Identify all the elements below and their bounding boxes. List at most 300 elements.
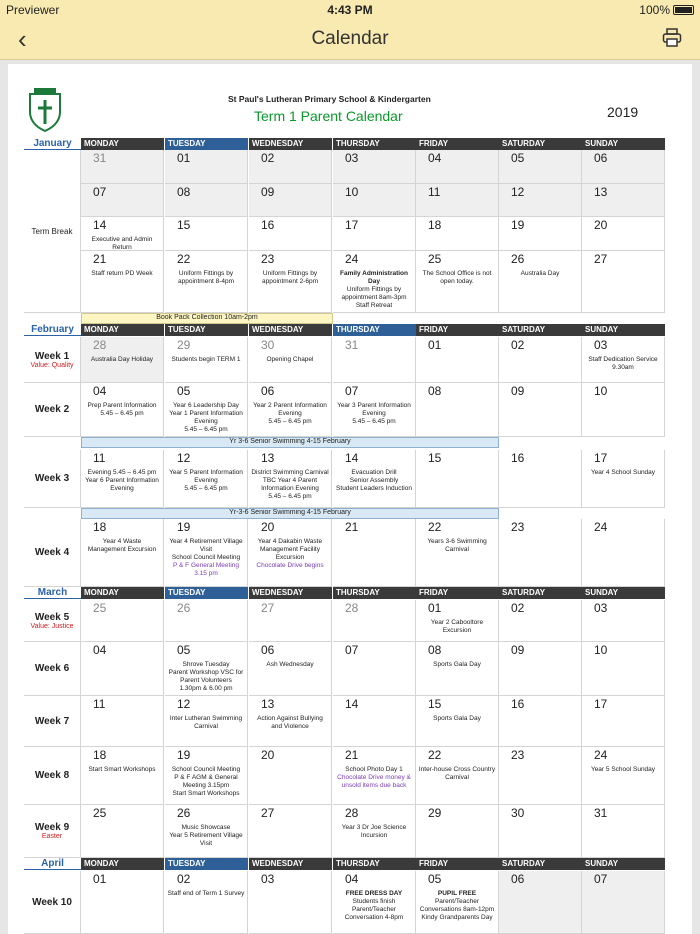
day-number: 20: [261, 520, 275, 534]
day-number: 02: [177, 872, 191, 886]
day-cell[interactable]: [81, 450, 164, 508]
event-text: Australia Day Holiday: [90, 356, 154, 363]
event-text: Evacuation Drill: [351, 469, 397, 476]
day-cell[interactable]: [81, 383, 164, 437]
calendar-year: 2019: [607, 104, 639, 120]
day-cell[interactable]: [499, 337, 582, 383]
day-number: 08: [177, 185, 191, 199]
month-label: April: [24, 858, 81, 870]
week-number: Week 1: [34, 350, 70, 362]
event-text: Year 4 School Sunday: [590, 469, 656, 476]
weekday-header: THURSDAY: [333, 587, 416, 599]
day-number: 13: [261, 697, 275, 711]
weekday-header: FRIDAY: [416, 324, 499, 336]
day-number: 17: [345, 218, 359, 232]
day-cell[interactable]: [582, 696, 665, 747]
day-cell[interactable]: [416, 871, 499, 934]
day-cell[interactable]: [165, 217, 248, 251]
day-events: [333, 766, 415, 790]
day-events: [165, 538, 247, 578]
day-cell[interactable]: [333, 696, 416, 747]
day-number: 03: [345, 151, 359, 165]
week-label: [24, 600, 81, 642]
day-cell[interactable]: [333, 805, 416, 858]
week-number: Week 8: [34, 770, 70, 781]
event-text: 5.45 – 6.45 pm: [184, 426, 228, 433]
day-number: 16: [511, 451, 525, 465]
weekday-header: MONDAY: [81, 587, 164, 599]
weekday-header: WEDNESDAY: [249, 324, 332, 336]
day-events: [333, 402, 415, 426]
day-cell[interactable]: [81, 184, 164, 217]
day-cell[interactable]: [165, 871, 248, 934]
week-label: [24, 519, 81, 587]
day-number: 13: [594, 185, 608, 199]
day-cell[interactable]: [249, 450, 332, 508]
event-text: Senior Assembly: [349, 477, 399, 484]
day-number: 21: [93, 252, 107, 266]
event-text: Chocolate Drive begins: [256, 562, 324, 569]
event-text: Year 4 Dakabin Waste Management Facility Excursion: [257, 538, 323, 561]
day-events: [81, 236, 163, 251]
day-number: 29: [428, 806, 442, 820]
day-number: 23: [511, 748, 525, 762]
week-number: Week 10: [32, 896, 72, 908]
day-number: 17: [594, 697, 608, 711]
day-events: [333, 270, 415, 310]
weekday-header: THURSDAY: [333, 138, 416, 150]
day-cell[interactable]: [249, 747, 332, 805]
day-number: 04: [428, 151, 442, 165]
event-text: Parent/Teacher Conversation 4-8pm: [344, 906, 404, 921]
day-cell[interactable]: [165, 184, 248, 217]
day-number: 19: [177, 748, 191, 762]
event-text: The School Office is not open today.: [422, 270, 492, 285]
day-cell[interactable]: [249, 871, 332, 934]
day-cell[interactable]: [582, 642, 665, 696]
day-cell[interactable]: [582, 383, 665, 437]
day-number: 26: [177, 601, 191, 615]
day-cell[interactable]: [582, 871, 665, 934]
event-text: Inter-house Cross Country Carnival: [418, 766, 496, 781]
event-text: Student Leaders Induction: [336, 485, 412, 492]
day-number: 27: [594, 252, 608, 266]
day-number: 01: [428, 338, 442, 352]
weekday-header: SUNDAY: [582, 858, 665, 870]
day-number: 18: [428, 218, 442, 232]
event-text: Opening Chapel: [266, 356, 314, 363]
day-cell[interactable]: [416, 251, 499, 313]
day-number: 07: [345, 643, 359, 657]
week-label: [24, 642, 81, 696]
day-number: 26: [177, 806, 191, 820]
day-cell[interactable]: [81, 871, 164, 934]
weekday-header: SATURDAY: [499, 587, 582, 599]
day-cell[interactable]: [416, 642, 499, 696]
day-cell[interactable]: [499, 383, 582, 437]
day-cell[interactable]: [416, 450, 499, 508]
day-number: 03: [594, 601, 608, 615]
day-number: 19: [177, 520, 191, 534]
day-number: 17: [594, 451, 608, 465]
day-number: 25: [428, 252, 442, 266]
day-events: [165, 824, 247, 848]
day-cell[interactable]: [249, 251, 332, 313]
week-label: [24, 871, 81, 934]
day-number: 22: [428, 520, 442, 534]
day-cell[interactable]: [249, 642, 332, 696]
event-text: Staff end of Term 1 Survey: [167, 890, 245, 897]
day-cell[interactable]: [333, 184, 416, 217]
day-cell[interactable]: [81, 337, 164, 383]
day-number: 21: [345, 520, 359, 534]
event-text: Staff return PD Week: [91, 270, 153, 277]
day-cell[interactable]: [333, 383, 416, 437]
event-text: Ash Wednesday: [266, 661, 314, 668]
event-text: Staff Dedication Service 9.30am: [588, 356, 658, 371]
week-label: [24, 337, 81, 383]
day-events: [165, 715, 247, 731]
day-cell[interactable]: [416, 805, 499, 858]
week-value-label: Easter: [41, 833, 63, 840]
nav-bar: [0, 20, 700, 60]
month-label: February: [24, 324, 81, 336]
event-text: School Council Meeting: [171, 766, 241, 773]
day-cell[interactable]: [333, 871, 416, 934]
event-text: Year 6 Parent Information Evening: [85, 477, 159, 492]
day-number: 12: [177, 697, 191, 711]
battery-icon: [673, 5, 694, 15]
day-cell[interactable]: [582, 600, 665, 642]
day-cell[interactable]: [249, 150, 332, 184]
day-number: 27: [261, 806, 275, 820]
day-cell[interactable]: [165, 747, 248, 805]
day-number: 02: [261, 151, 275, 165]
day-cell[interactable]: [333, 337, 416, 383]
day-events: [249, 715, 331, 731]
day-cell[interactable]: [582, 251, 665, 313]
event-text: Chocolate Drive money & unsold items due back: [337, 774, 411, 789]
status-bar: [0, 0, 700, 20]
day-cell[interactable]: [582, 217, 665, 251]
week-label: [24, 805, 81, 858]
event-text: School Photo Day 1: [345, 766, 403, 773]
event-text: Kindy Grandparents Day: [421, 914, 493, 921]
day-cell[interactable]: [582, 450, 665, 508]
day-cell[interactable]: [81, 747, 164, 805]
day-cell[interactable]: [499, 747, 582, 805]
day-number: 06: [511, 872, 525, 886]
day-number: 05: [428, 872, 442, 886]
day-number: 15: [428, 451, 442, 465]
week-number: Week 6: [34, 663, 70, 674]
weekday-header: SUNDAY: [582, 587, 665, 599]
day-cell[interactable]: [416, 337, 499, 383]
day-events: [81, 402, 163, 418]
day-number: 18: [93, 748, 107, 762]
week-number: Week 5: [34, 611, 70, 623]
weekday-header: MONDAY: [81, 138, 164, 150]
day-cell[interactable]: [81, 805, 164, 858]
day-cell[interactable]: [499, 805, 582, 858]
day-number: 19: [511, 218, 525, 232]
weekday-header: SUNDAY: [582, 138, 665, 150]
event-text: Years 3-6 Swimming Carnival: [427, 538, 487, 553]
day-events: [81, 356, 163, 364]
event-text: 5.45 – 6.45 pm: [184, 485, 228, 492]
day-events: [416, 715, 498, 723]
week-number: Week 3: [34, 473, 70, 484]
day-number: 21: [345, 748, 359, 762]
day-number: 05: [177, 384, 191, 398]
day-number: 28: [93, 338, 107, 352]
day-number: 25: [93, 601, 107, 615]
event-text: Year 2 Cabooltore Excursion: [430, 619, 484, 634]
day-number: 04: [93, 643, 107, 657]
day-events: [416, 766, 498, 782]
day-cell[interactable]: [249, 600, 332, 642]
day-cell[interactable]: [499, 184, 582, 217]
event-text: Parent Workshop VSC for Parent Volunteers: [168, 669, 244, 684]
day-cell[interactable]: [81, 642, 164, 696]
day-cell[interactable]: [81, 696, 164, 747]
day-cell[interactable]: [499, 696, 582, 747]
day-events: [333, 890, 415, 922]
day-number: 05: [177, 643, 191, 657]
day-number: 10: [594, 643, 608, 657]
week-label: [24, 696, 81, 747]
event-text: Start Smart Workshops: [88, 766, 156, 773]
event-text: Uniform Fittings by appointment 8am-3pm: [341, 286, 407, 301]
day-cell[interactable]: [165, 696, 248, 747]
day-cell[interactable]: [165, 600, 248, 642]
weekday-header: SUNDAY: [582, 324, 665, 336]
day-cell[interactable]: [499, 450, 582, 508]
event-text: Staff Retreat: [355, 302, 393, 309]
day-cell[interactable]: [582, 805, 665, 858]
day-cell[interactable]: [499, 217, 582, 251]
day-number: 29: [177, 338, 191, 352]
day-events: [499, 270, 581, 278]
day-cell[interactable]: [582, 150, 665, 184]
day-number: 06: [594, 151, 608, 165]
event-text: Family Administration Day: [339, 270, 409, 285]
day-events: [582, 469, 664, 477]
event-text: Australia Day: [520, 270, 560, 277]
event-text: P & F AGM & General Meeting 3.15pm: [174, 774, 238, 789]
day-events: [165, 890, 247, 898]
day-events: [165, 766, 247, 798]
day-cell[interactable]: [81, 150, 164, 184]
day-cell[interactable]: [333, 217, 416, 251]
day-cell[interactable]: [499, 519, 582, 587]
school-crest-icon: [26, 86, 64, 132]
day-cell[interactable]: [499, 251, 582, 313]
weekday-header: MONDAY: [81, 858, 164, 870]
day-cell[interactable]: [249, 696, 332, 747]
weekday-header: MONDAY: [81, 324, 164, 336]
day-cell[interactable]: [333, 251, 416, 313]
day-number: 30: [261, 338, 275, 352]
day-cell[interactable]: [165, 150, 248, 184]
day-number: 08: [428, 643, 442, 657]
event-text: Year 5 School Sunday: [590, 766, 656, 773]
day-events: [249, 270, 331, 286]
day-cell[interactable]: [165, 519, 248, 587]
day-number: 22: [428, 748, 442, 762]
event-text: Start Smart Workshops: [172, 790, 240, 797]
event-text: Parent/Teacher Conversations 8am-12pm: [419, 898, 495, 913]
day-cell[interactable]: [249, 805, 332, 858]
day-number: 13: [261, 451, 275, 465]
day-cell[interactable]: [416, 383, 499, 437]
weekday-header: THURSDAY: [333, 858, 416, 870]
month-label: March: [24, 587, 81, 599]
weekday-header: TUESDAY: [165, 858, 248, 870]
day-cell[interactable]: [165, 642, 248, 696]
day-number: 02: [511, 338, 525, 352]
day-events: [249, 538, 331, 570]
day-events: [249, 661, 331, 669]
day-events: [165, 270, 247, 286]
day-events: [333, 824, 415, 840]
event-band: Yr-3-6 Senior Swimming 4-15 February: [81, 508, 499, 519]
day-number: 15: [177, 218, 191, 232]
day-number: 24: [345, 252, 359, 266]
back-chevron-icon[interactable]: ‹: [18, 24, 27, 54]
event-text: Students finish: [352, 898, 396, 905]
event-text: Year 4 Waste Management Excursion: [87, 538, 157, 553]
day-cell[interactable]: [416, 747, 499, 805]
day-number: 16: [261, 218, 275, 232]
day-cell[interactable]: [165, 251, 248, 313]
day-cell[interactable]: [499, 150, 582, 184]
day-number: 12: [511, 185, 525, 199]
day-number: 18: [93, 520, 107, 534]
day-cell[interactable]: [249, 217, 332, 251]
printer-icon[interactable]: [662, 28, 682, 48]
week-value-label: Value: Quality: [30, 361, 74, 369]
event-text: Year 4 Retirement Village Visit: [169, 538, 243, 553]
day-cell[interactable]: [333, 450, 416, 508]
day-events: [416, 890, 498, 922]
day-events: [165, 469, 247, 493]
day-cell[interactable]: [249, 383, 332, 437]
week-label: [24, 747, 81, 805]
day-events: [249, 402, 331, 426]
weekday-header: FRIDAY: [416, 587, 499, 599]
day-number: 09: [261, 185, 275, 199]
event-text: Year 5 Parent Information Evening: [169, 469, 243, 484]
day-number: 08: [428, 384, 442, 398]
day-cell[interactable]: [81, 251, 164, 313]
day-cell[interactable]: [499, 871, 582, 934]
weekday-header: WEDNESDAY: [249, 587, 332, 599]
day-cell[interactable]: [582, 337, 665, 383]
day-cell[interactable]: [333, 642, 416, 696]
weekday-header: SATURDAY: [499, 138, 582, 150]
day-number: 23: [261, 252, 275, 266]
event-text: P & F General Meeting 3.15 pm: [173, 562, 239, 577]
day-cell[interactable]: [416, 696, 499, 747]
day-number: 07: [93, 185, 107, 199]
day-cell[interactable]: [81, 519, 164, 587]
day-cell[interactable]: [81, 600, 164, 642]
event-text: Uniform Fittings by appointment 2-6pm: [261, 270, 318, 285]
day-number: 14: [93, 218, 107, 232]
day-number: 22: [177, 252, 191, 266]
day-cell[interactable]: [333, 150, 416, 184]
week-number: Week 9: [34, 822, 70, 833]
day-cell[interactable]: [416, 184, 499, 217]
day-cell[interactable]: [165, 805, 248, 858]
status-time: 4:43 PM: [327, 3, 373, 17]
day-cell[interactable]: [81, 217, 164, 251]
day-number: 26: [511, 252, 525, 266]
event-text: District Swimming Carnival TBC Year 4 Parent Information Evening: [251, 469, 329, 492]
day-cell[interactable]: [499, 600, 582, 642]
day-cell[interactable]: [416, 217, 499, 251]
weekday-header: WEDNESDAY: [249, 858, 332, 870]
event-text: Evening 5.45 – 6.45 pm: [87, 469, 157, 476]
event-text: Year 3 Parent Information Evening: [337, 402, 411, 417]
day-cell[interactable]: [582, 184, 665, 217]
day-cell[interactable]: [333, 519, 416, 587]
day-number: 04: [345, 872, 359, 886]
event-text: PUPIL FREE: [437, 890, 477, 897]
day-events: [81, 469, 163, 493]
day-events: [333, 469, 415, 493]
school-name: St Paul's Lutheran Primary School & Kindergarten: [228, 94, 431, 104]
day-number: 16: [511, 697, 525, 711]
day-cell[interactable]: [499, 642, 582, 696]
day-events: [249, 469, 331, 501]
event-text: Uniform Fittings by appointment 8-4pm: [177, 270, 234, 285]
day-events: [165, 661, 247, 693]
day-cell[interactable]: [249, 184, 332, 217]
day-cell[interactable]: [416, 519, 499, 587]
day-cell[interactable]: [416, 150, 499, 184]
day-number: 31: [594, 806, 608, 820]
nav-title: Calendar: [311, 28, 389, 49]
weekday-header: TUESDAY: [165, 138, 248, 150]
day-cell[interactable]: [582, 747, 665, 805]
week-label: [24, 450, 81, 508]
event-text: 5.45 – 6.45 pm: [268, 418, 312, 425]
day-events: [81, 270, 163, 278]
day-cell[interactable]: [249, 337, 332, 383]
day-cell[interactable]: [582, 519, 665, 587]
day-events: [416, 661, 498, 669]
day-cell[interactable]: [165, 337, 248, 383]
event-text: Year 2 Parent Information Evening: [253, 402, 327, 417]
day-cell[interactable]: [249, 519, 332, 587]
day-cell[interactable]: [165, 450, 248, 508]
day-number: 03: [261, 872, 275, 886]
battery-label: 100%: [639, 3, 670, 17]
day-number: 06: [261, 384, 275, 398]
day-number: 04: [93, 384, 107, 398]
day-cell[interactable]: [165, 383, 248, 437]
day-number: 07: [594, 872, 608, 886]
day-number: 15: [428, 697, 442, 711]
week-number: Week 4: [34, 547, 70, 558]
day-number: 09: [511, 643, 525, 657]
event-text: Inter Lutheran Swimming Carnival: [169, 715, 243, 730]
day-cell[interactable]: [416, 600, 499, 642]
day-cell[interactable]: [333, 747, 416, 805]
day-cell[interactable]: [333, 600, 416, 642]
